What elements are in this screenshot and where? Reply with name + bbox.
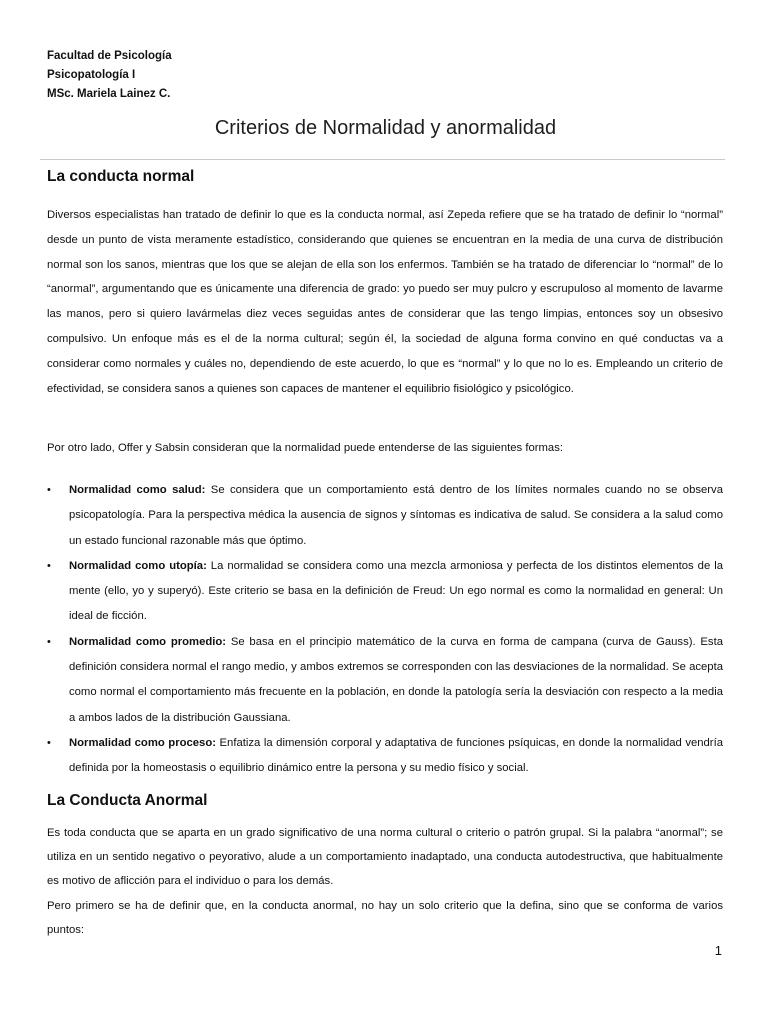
list-item-text: La normalidad se considera como una mezcla armoniosa y perfecta de los distintos elementos de la mente (ello, yo y superyó). Este criterio se basa en la definición de Freud: Un ego normal es como la normalidad en general: Un ideal de ficción. xyxy=(69,559,723,623)
bullet-icon: • xyxy=(47,635,51,648)
list-item-term: Normalidad como promedio: xyxy=(69,635,227,648)
paragraph-offer-sabsin: Por otro lado, Offer y Sabsin consideran que la normalidad puede entenderse de las siguientes formas: xyxy=(47,442,563,454)
bullet-icon: • xyxy=(47,559,51,572)
section-heading-normal: La conducta normal xyxy=(47,168,195,185)
paragraph-abnormal-definition: Es toda conducta que se aparta en un grado significativo de una norma cultural o criterio o patrón grupal. Si la palabra “anormal”; se utiliza en un sentido negativo o peyorativo, alude a un comportamiento inadaptado, una conducta autodestructiva, que habitualmente es motivo de aflicción para el individuo o para los demás. xyxy=(47,827,723,887)
header-faculty: Facultad de Psicología xyxy=(47,50,172,62)
bullet-icon: • xyxy=(47,484,51,496)
section-heading-abnormal: La Conducta Anormal xyxy=(47,792,208,809)
document-header xyxy=(47,47,172,104)
list-item-term: Normalidad como proceso: xyxy=(69,736,217,749)
list-item xyxy=(47,731,723,782)
list-item-text: Se considera que un comportamiento está dentro de los límites normales cuando no se observa psicopatología. Para la perspectiva médica la ausencia de signos y síntomas es indicativa de salud. Se considera a la salud como un estado funcional razonable más que óptimo. xyxy=(69,484,723,547)
list-item xyxy=(47,630,723,731)
list-item xyxy=(47,478,723,554)
paragraph-criteria-intro: Pero primero se ha de definir que, en la conducta anormal, no hay un solo criterio que la defina, sino que se conforma de varios puntos: xyxy=(47,900,723,936)
bullet-icon: • xyxy=(47,736,51,749)
title-divider xyxy=(40,159,725,160)
list-item-term: Normalidad como utopía: xyxy=(69,559,207,572)
list-item-term: Normalidad como salud: xyxy=(69,484,206,496)
normality-criteria-list xyxy=(47,478,723,782)
page-number: 1 xyxy=(714,943,722,958)
list-item-text: Enfatiza la dimensión corporal y adaptativa de funciones psíquicas, en donde la normalidad vendría definida por la homeostasis o equilibrio dinámico entre la persona y su medio físico y social. xyxy=(69,736,723,775)
header-instructor: MSc. Mariela Lainez C. xyxy=(47,88,171,100)
header-course: Psicopatología I xyxy=(47,69,136,81)
document-title: Criterios de Normalidad y anormalidad xyxy=(214,117,557,139)
list-item-text: Se basa en el principio matemático de la curva en forma de campana (curva de Gauss). Esta definición considera normal el rango medio, y ambos extremos se corresponden con las desviaciones de la normalidad. Se acepta como normal el comportamiento más frecuente en la población, en donde la patología sería la desviación con respecto a la media a ambos lados de la distribución Gaussiana. xyxy=(69,635,723,724)
list-item xyxy=(47,554,723,630)
paragraph-normal-definition: Diversos especialistas han tratado de definir lo que es la conducta normal, así Zepeda refiere que se ha tratado de definir lo “normal” desde un punto de vista meramente estadístico, considerando que quienes se encuentran en la media de una curva de distribución normal son los sanos, mientras que los que se alejan de ella son los enfermos. También se ha tratado de diferenciar lo “normal” de lo “anormal”, argumentando que es únicamente una diferencia de grado: yo puedo ser muy pulcro y escrupuloso al momento de lavarme las manos, pero si quiero lavármelas diez veces seguidas antes de considerar que las tengo limpias, entonces soy un obsesivo compulsivo. Un enfoque más es el de la norma cultural; según él, la sociedad de alguna forma convino en qué conductas va a considerar como normales y cuáles no, dependiendo de este acuerdo, lo que es “normal” y lo que no lo es. Empleando un criterio de efectividad, se considera sanos a quienes son capaces de mantener el equilibrio fisiológico y psicológico. xyxy=(47,209,723,395)
